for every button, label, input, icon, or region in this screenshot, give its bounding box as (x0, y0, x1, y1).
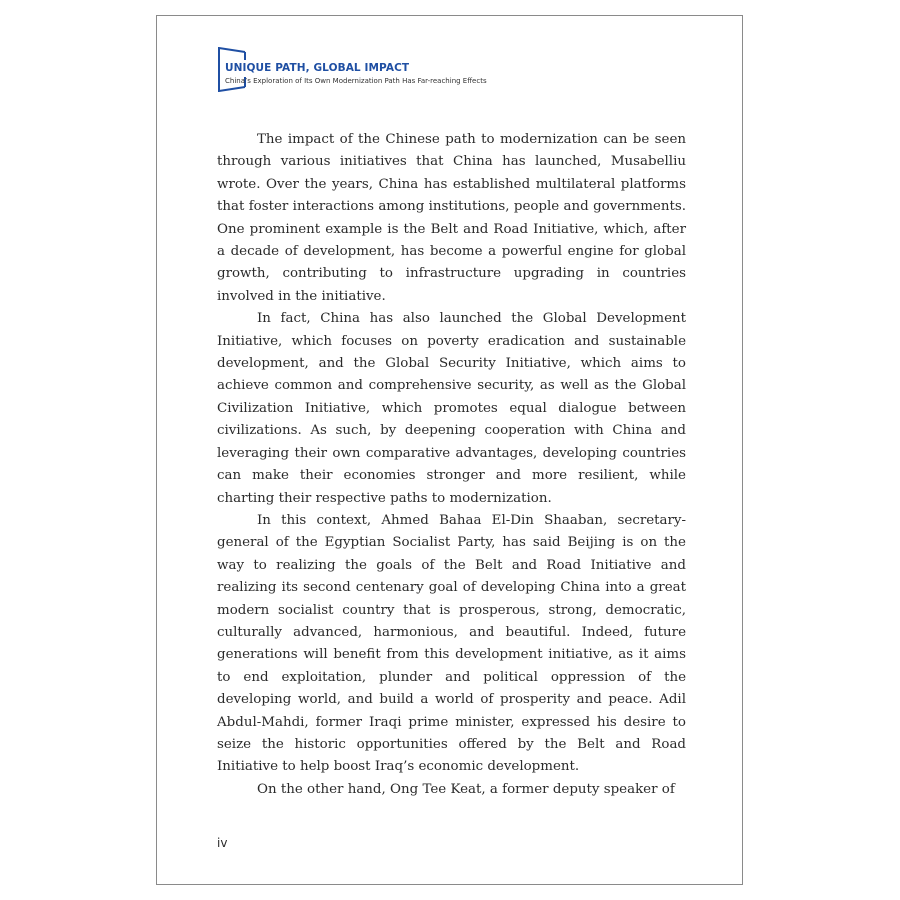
body-text (217, 129, 686, 801)
book-page (156, 15, 743, 885)
running-header-subtitle: China’s Exploration of Its Own Modernization Path Has Far-reaching Effects (225, 77, 487, 85)
paragraph: The impact of the Chinese path to modernization can be seen through various initiatives that China has launched, Musabelliu wrote. Over the years, China has established multilateral platforms that foster interactions among institutions, people and governments. One prominent example is the Belt and Road Initiative, which, after a decade of development, has become a powerful engine for global growth, contributing to infrastructure upgrading in countries involved in the initiative. (217, 132, 686, 304)
paragraph: In this context, Ahmed Bahaa El-Din Shaaban, secretary-general of the Egyptian Socialist Party, has said Beijing is on the way to realizing the goals of the Belt and Road Initiative and realizing its second centenary goal of developing China into a great modern socialist country that is prosperous, strong, democratic, culturally advanced, harmonious, and beautiful. Indeed, future generations will benefit from this development initiative, as it aims to end exploitation, plunder and political oppression of the developing world, and build a world of prosperity and peace. Adil Abdul-Mahdi, former Iraqi prime minister, expressed his desire to seize the historic opportunities offered by the Belt and Road Initiative to help boost Iraq’s economic development. (217, 512, 686, 775)
page-number: iv (217, 836, 228, 850)
paragraph: In fact, China has also launched the Global Development Initiative, which focuses on poverty eradication and sustainable development, and the Global Security Initiative, which aims to achieve common and comprehensive security, as well as the Global Civilization Initiative, which promotes equal dialogue between civilizations. As such, by deepening cooperation with China and leveraging their own comparative advantages, developing countries can make their economies stronger and more resilient, while charting their respective paths to modernization. (217, 311, 686, 506)
running-header-title: UNIQUE PATH, GLOBAL IMPACT (225, 62, 410, 74)
paragraph: On the other hand, Ong Tee Keat, a former deputy speaker of (257, 781, 675, 797)
